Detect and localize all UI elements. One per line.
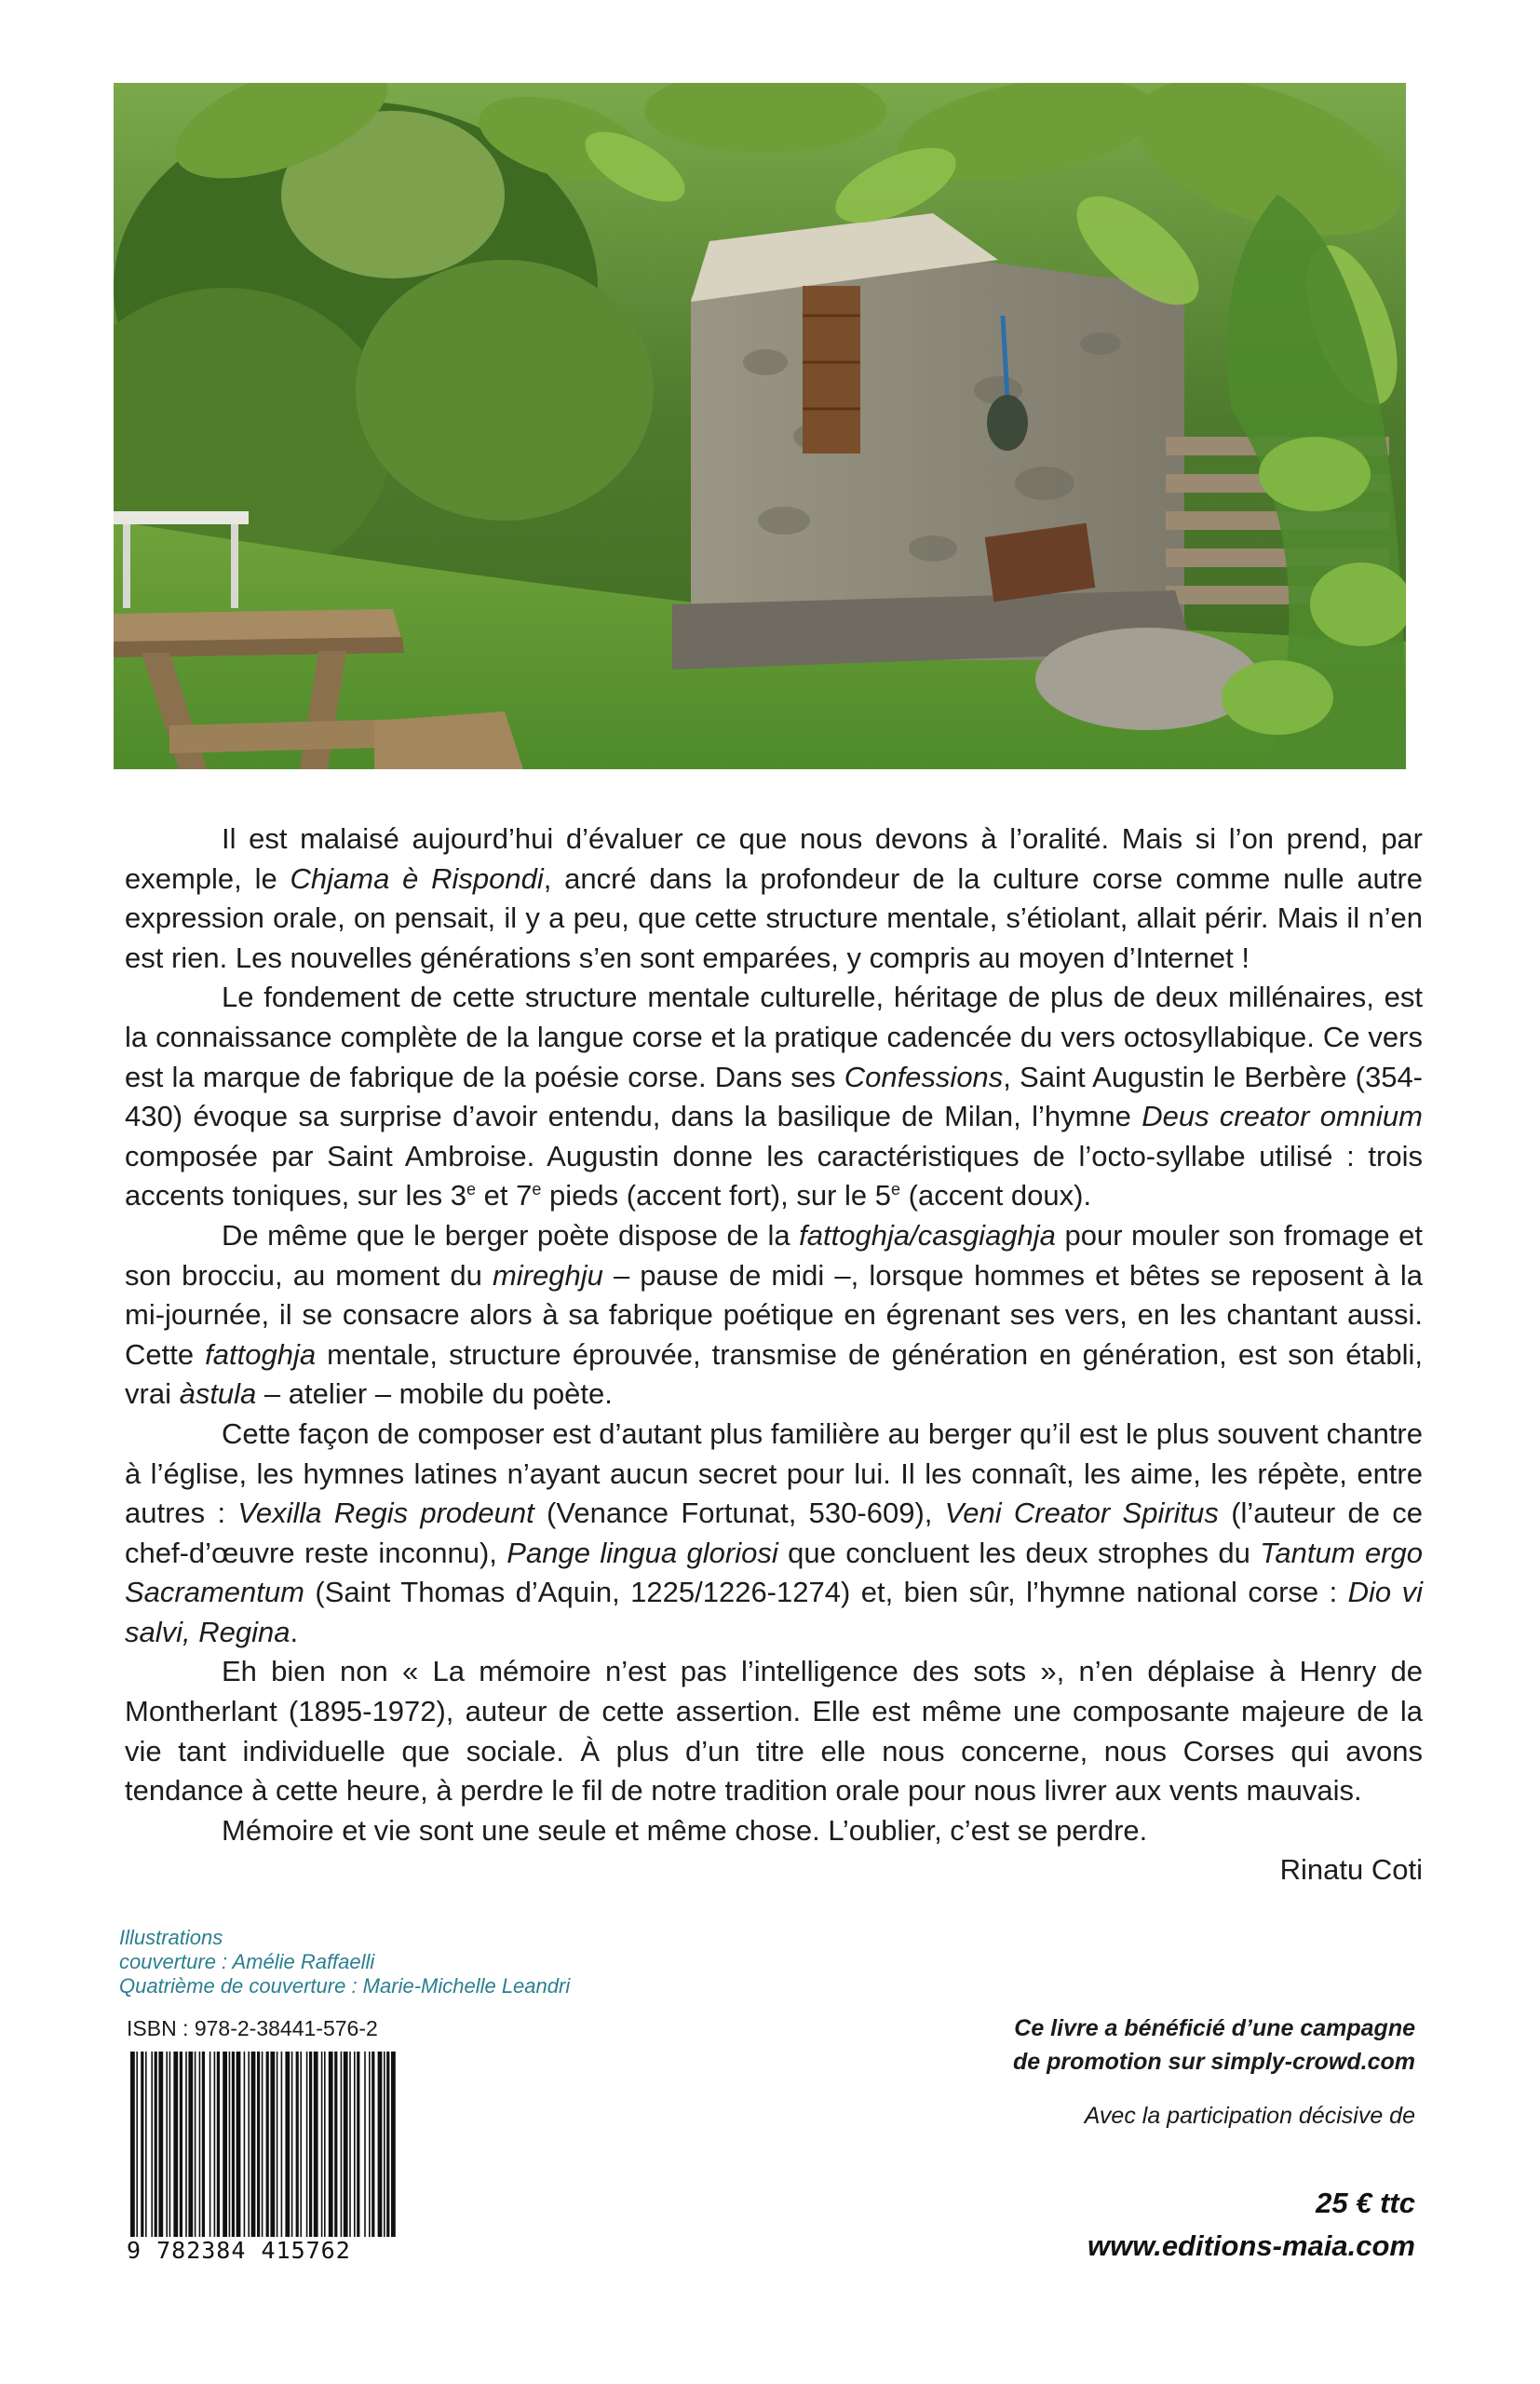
promo-line-2: de promotion sur simply-crowd.com bbox=[1013, 2049, 1415, 2075]
paragraph-1: Il est malaisé aujourd’hui d’évaluer ce que nous devons à l’oralité. Mais si l’on prend, par exemple, le Chjama è Rispondi, ancré dans la profondeur de la culture corse comme nulle autre expression orale, on pensait, il y a peu, que cette structure mentale, s’étiolant, allait périr. Mais il n’en est rien. Les nouvelles générations s’en sont emparées, y compris au moyen d’Internet ! bbox=[125, 822, 1424, 974]
publisher-website: www.editions-maia.com bbox=[1087, 2229, 1415, 2262]
garden-stone-hut-illustration bbox=[114, 83, 1406, 769]
paragraph-3: De même que le berger poète dispose de la fattoghja/casgiaghja pour mouler son fromage et son brocciu, au moment du mireghju – pause de midi –, lorsque hommes et bêtes se reposent à la mi-journée, il se consacre alors à sa fabrique poétique en égrenant ses vers, en les chantant aussi. Cette fattoghja mentale, structure éprouvée, transmise de génération en génération, est son établi, vrai àstula – atelier – mobile du poète. bbox=[125, 1218, 1423, 1411]
credits-cover: couverture : Amélie Raffaelli bbox=[119, 1950, 375, 1973]
isbn-label: ISBN : 978-2-38441-576-2 bbox=[127, 2016, 378, 2040]
cover-photo bbox=[114, 83, 1406, 769]
paragraph-5: Eh bien non « La mémoire n’est pas l’intelligence des sots », n’en déplaise à Henry de Montherlant (1895-1972), auteur de cette assertion. Elle est même une composante majeure de la vie tant individuelle que sociale. À plus d’un titre elle nous concerne, nous Corses qui avons tendance à cette heure, à perdre le fil de notre tradition orale pour nous livrer aux vents mauvais. bbox=[125, 1655, 1423, 1808]
back-cover-text bbox=[125, 820, 1423, 1890]
credits-heading: Illustrations bbox=[119, 1926, 223, 1949]
paragraph-4: Cette façon de composer est d’autant plus familière au berger qu’il est le plus souvent chantre à l’église, les hymnes latines n’ayant aucun secret pour lui. Il les connaît, les aime, les répète, entre autres : Vexilla Regis prodeunt (Venance Fortunat, 530-609), Veni Creator Spiritus (l’auteur de ce chef-d’œuvre reste inconnu), Pange lingua gloriosi que concluent les deux strophes du Tantum ergo Sacramentum (Saint Thomas d’Aquin, 1225/1226-1274) et, bien sûr, l’hymne national corse : Dio vi salvi, Regina. bbox=[125, 1416, 1424, 1648]
promo-line-1: Ce livre a bénéficié d’une campagne bbox=[1014, 2015, 1415, 2041]
author-signature: Rinatu Coti bbox=[1279, 1853, 1423, 1887]
participation-note: Avec la participation décisive de bbox=[1084, 2103, 1415, 2129]
promo-note bbox=[931, 2012, 1415, 2079]
paragraph-2: Le fondement de cette structure mentale culturelle, héritage de plus de deux millénaires, est la connaissance complète de la langue corse et la pratique cadencée du vers octosyllabique. Ce vers est la marque de fabrique de la poésie corse. Dans ses Confessions, Saint Augustin le Berbère (354-430) évoque sa surprise d’avoir entendu, dans la basilique de Milan, l’hymne Deus creator omnium composée par Saint Ambroise. Augustin donne les caractéristiques de l’octo-syllabe utilisé : trois accents toniques, sur les 3e et 7e pieds (accent fort), sur le 5e (accent doux). bbox=[125, 981, 1424, 1212]
credits-back-cover: Quatrième de couverture : Marie-Michelle Leandri bbox=[119, 1974, 571, 1998]
illustration-credits bbox=[119, 1926, 570, 1998]
barcode-digits: 9 782384 415762 bbox=[127, 2237, 400, 2264]
barcode-icon bbox=[128, 2052, 399, 2258]
paragraph-6: Mémoire et vie sont une seule et même chose. L’oublier, c’est se perdre. bbox=[222, 1813, 1148, 1847]
price: 25 € ttc bbox=[1316, 2187, 1415, 2219]
